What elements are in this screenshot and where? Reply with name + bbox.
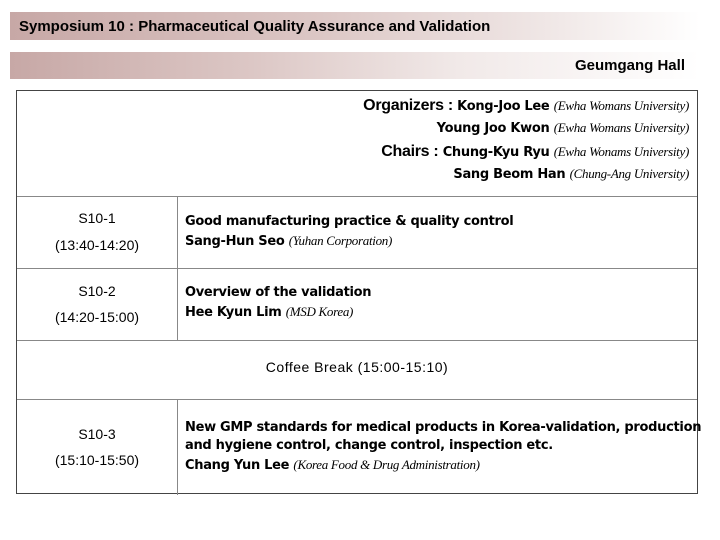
chair-name: Sang Beom Han	[453, 167, 566, 182]
row-divider	[17, 196, 697, 197]
speaker-name: Sang-Hun Seo	[185, 234, 285, 249]
talk-title: Overview of the validation	[185, 285, 372, 300]
talk-speaker-line	[185, 303, 353, 322]
session-id: S10-1	[78, 210, 116, 226]
chair-line-1	[381, 143, 689, 161]
column-divider	[177, 399, 178, 495]
session-time: (13:40-14:20)	[54, 237, 140, 253]
speaker-affiliation: (Korea Food & Drug Administration)	[293, 457, 480, 472]
coffee-break: Coffee Break (15:00-15:10)	[265, 359, 449, 375]
column-divider	[177, 196, 178, 340]
speaker-name: Chang Yun Lee	[185, 458, 290, 473]
talk-title: Good manufacturing practice & quality control	[185, 214, 514, 229]
speaker-affiliation: (Yuhan Corporation)	[288, 233, 393, 248]
chair-affiliation: (Ewha Wonams University)	[553, 144, 689, 159]
row-divider	[17, 268, 697, 269]
row-divider	[17, 340, 697, 341]
session-time: (15:10-15:50)	[54, 452, 140, 468]
organizer-name: Young Joo Kwon	[436, 121, 550, 136]
speaker-name: Hee Kyun Lim	[185, 305, 282, 320]
organizer-name: Kong-Joo Lee	[457, 99, 550, 114]
talk-title: and hygiene control, change control, inspection etc.	[185, 438, 553, 453]
organizer-affiliation: (Ewha Womans University)	[553, 98, 689, 113]
session-id: S10-3	[78, 426, 116, 442]
organizer-line-2	[437, 120, 689, 136]
talk-speaker-line	[185, 232, 392, 251]
session-id: S10-2	[78, 283, 116, 299]
hall-name: Geumgang Hall	[574, 57, 685, 74]
page-title: Symposium 10 : Pharmaceutical Quality Assurance and Validation	[19, 18, 491, 35]
talk-title: New GMP standards for medical products in Korea-validation, production	[185, 420, 702, 435]
speaker-affiliation: (MSD Korea)	[285, 304, 354, 319]
organizers-label: Organizers :	[363, 97, 453, 114]
chair-affiliation: (Chung-Ang University)	[569, 166, 689, 181]
chair-line-2	[453, 166, 689, 182]
chairs-label: Chairs :	[381, 143, 439, 160]
title-bar	[10, 12, 700, 40]
talk-speaker-line	[185, 456, 480, 475]
organizer-line-1	[363, 97, 689, 115]
row-divider	[17, 399, 697, 400]
chair-name: Chung-Kyu Ryu	[442, 145, 550, 160]
hall-bar	[10, 52, 700, 79]
organizer-affiliation: (Ewha Womans University)	[553, 120, 689, 135]
session-time: (14:20-15:00)	[54, 309, 140, 325]
program-table	[16, 90, 702, 494]
